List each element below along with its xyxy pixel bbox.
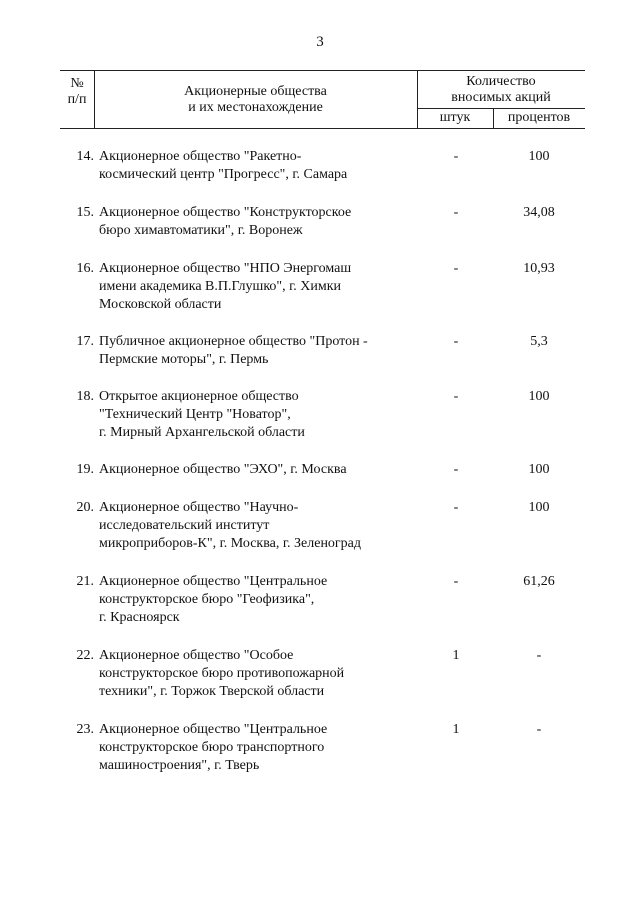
row-company: Акционерное общество "Особое конструкторское бюро противопожарной техники", г. Торжок Тверской области [99, 648, 345, 699]
row-company: Акционерное общество "Ракетно- космический центр "Прогресс", г. Самара [99, 149, 348, 182]
header-number-line2: п/п [67, 92, 87, 107]
row-percent: 100 [528, 149, 550, 164]
row-shares: - [453, 389, 459, 404]
row-number: 16. [76, 261, 94, 276]
row-shares: - [453, 149, 459, 164]
header-number [60, 76, 94, 108]
row-percent: 100 [528, 462, 550, 477]
header-shares: штук [439, 110, 471, 125]
table-header [60, 70, 585, 128]
row-shares: - [453, 334, 459, 349]
header-company [94, 84, 417, 116]
row-percent: 5,3 [530, 334, 548, 349]
row-shares: - [453, 462, 459, 477]
row-company: Публичное акционерное общество "Протон - Пермские моторы", г. Пермь [99, 334, 368, 367]
header-quantity [417, 74, 585, 106]
row-company: Акционерное общество "Научно- исследовательский институт микроприборов-К", г. Москва, г. Зеленоград [99, 500, 362, 551]
page-number: 3 [316, 34, 324, 50]
row-number: 14. [76, 149, 94, 164]
row-number: 21. [76, 574, 94, 589]
row-number: 20. [76, 500, 94, 515]
row-company: Акционерное общество "Конструкторское бюро химавтоматики", г. Воронеж [99, 205, 352, 238]
row-company: Открытое акционерное общество "Технический Центр "Новатор", г. Мирный Архангельской области [99, 389, 305, 440]
row-shares: - [453, 261, 459, 276]
header-top-border [60, 70, 585, 71]
row-number: 23. [76, 722, 94, 737]
row-shares: - [453, 205, 459, 220]
row-percent: - [536, 722, 542, 737]
row-number: 17. [76, 334, 94, 349]
row-company: Акционерное общество "Центральное конструкторское бюро "Геофизика", г. Красноярск [99, 574, 328, 625]
row-percent: 100 [528, 389, 550, 404]
header-sub-border [417, 108, 585, 109]
header-bottom-border [60, 128, 585, 129]
row-number: 15. [76, 205, 94, 220]
row-company: Акционерное общество "ЭХО", г. Москва [99, 462, 347, 477]
header-percent: процентов [507, 110, 571, 125]
header-quantity-line2: вносимых акций [451, 90, 551, 105]
row-percent: 10,93 [523, 261, 555, 276]
row-company: Акционерное общество "НПО Энергомаш имени академика В.П.Глушко", г. Химки Московской области [99, 261, 352, 312]
header-quantity-line1: Количество [466, 74, 536, 89]
row-percent: 100 [528, 500, 550, 515]
row-percent: 34,08 [523, 205, 555, 220]
row-number: 19. [76, 462, 94, 477]
row-shares: - [453, 500, 459, 515]
row-percent: 61,26 [523, 574, 555, 589]
row-shares: - [453, 574, 459, 589]
header-company-line2: и их местонахождение [188, 100, 323, 115]
header-number-line1: № [70, 76, 84, 91]
header-company-line1: Акционерные общества [184, 84, 327, 99]
row-number: 18. [76, 389, 94, 404]
row-shares: 1 [452, 648, 460, 663]
row-percent: - [536, 648, 542, 663]
row-number: 22. [76, 648, 94, 663]
row-shares: 1 [452, 722, 460, 737]
row-company: Акционерное общество "Центральное конструкторское бюро транспортного машиностроения", г. Тверь [99, 722, 328, 773]
